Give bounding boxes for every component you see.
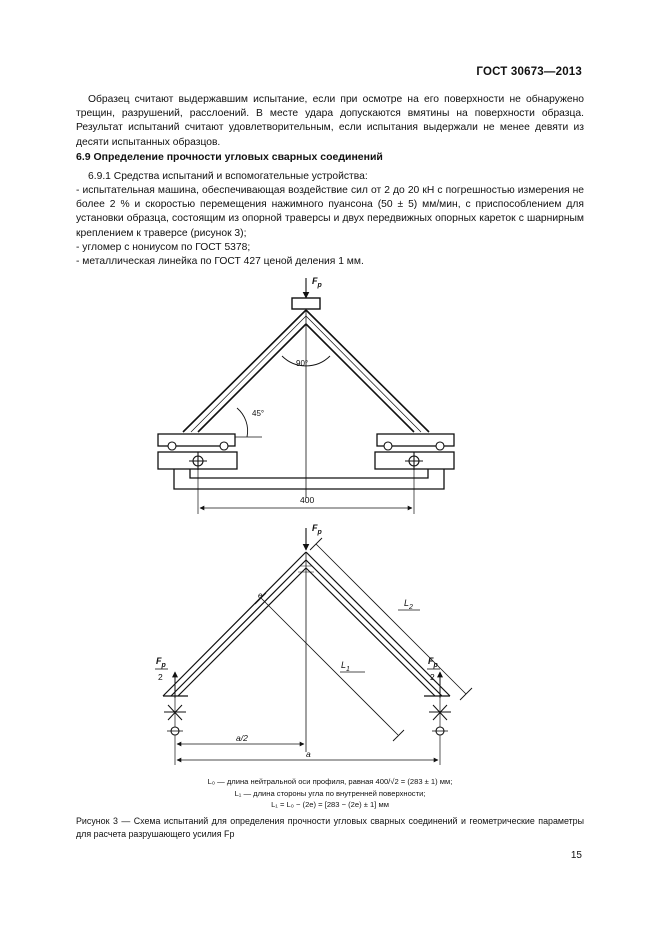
a-half-label: a/2 (236, 733, 248, 743)
page-number: 15 (570, 850, 582, 861)
figure-caption: Рисунок 3 — Схема испытаний для определения прочности угловых сварных соединений и геометрические параметры для расчета разрушающего усилия Fp (76, 816, 584, 839)
list-item-ruler: - металлическая линейка по ГОСТ 427 ценой деления 1 мм. (76, 256, 364, 267)
top-diagram (158, 278, 454, 514)
legend-l0: L₀ — длина нейтральной оси профиля, равная 400/√2 = (283 ± 1) мм; (207, 777, 453, 786)
half-force-left (155, 656, 168, 682)
a-label: a (306, 749, 311, 759)
e-label: e (258, 591, 263, 600)
l1-line (261, 598, 398, 735)
svg-text:Fp: $F_p$ (156, 656, 166, 669)
section-title: 6.9 Определение прочности угловых сварных соединений (76, 151, 383, 163)
intro-paragraph: Образец считают выдержавшим испытание, если при осмотре на его поверхности не обнаружено трещин, разрушений, расслоений. В месте удара допускаются вмятины на поверхности образца. Результат испытаний считают удовлетворительным, если испытания выдержали не менее девяти из десяти испытанных образцов. (76, 94, 584, 148)
svg-text:2: 2 (430, 672, 435, 682)
right-arm (306, 310, 429, 432)
legend-formula: L₁ = L₀ − (2e) = [283 − (2e) ± 1] мм (271, 800, 389, 809)
list-item-machine: - испытательная машина, обеспечивающая воздействие сил от 2 до 20 кН с погрешностью измерения не более 2 % и скоростью перемещения нажимного пуансона (50 ± 5) мм/мин, с приспособлением для установки образца, состоящим из опорной траверсы и двух передвижных опорных кареток с шарнирным креплением к траверсе (рисунок 3); (76, 185, 584, 239)
list-item-protractor: - угломер с нониусом по ГОСТ 5378; (76, 242, 251, 253)
l1-label: $L_1$ (341, 660, 350, 673)
left-arm (183, 310, 309, 432)
bottom-diagram (163, 528, 472, 765)
angle-arc-45 (237, 408, 248, 437)
force-label-bottom: $F_p$ (312, 523, 322, 536)
angle-label-45: 45° (252, 409, 265, 418)
dimension-label-400: 400 (300, 495, 315, 505)
subsection-title: 6.9.1 Средства испытаний и вспомогательные устройства: (88, 171, 368, 182)
legend-l1: L₁ — длина стороны угла по внутренней поверхности; (234, 789, 426, 798)
svg-text:Fp: $F_p$ (428, 656, 438, 669)
l2-line (316, 544, 466, 694)
punch (292, 298, 320, 309)
l2-label: $L_2$ (404, 598, 413, 611)
half-force-right (427, 656, 440, 682)
force-label-top: $F_p$ (312, 276, 322, 289)
svg-text:2: 2 (158, 672, 163, 682)
traverse (174, 469, 444, 489)
document-header: ГОСТ 30673—2013 (476, 66, 582, 78)
angle-label-90: 90° (296, 359, 309, 368)
